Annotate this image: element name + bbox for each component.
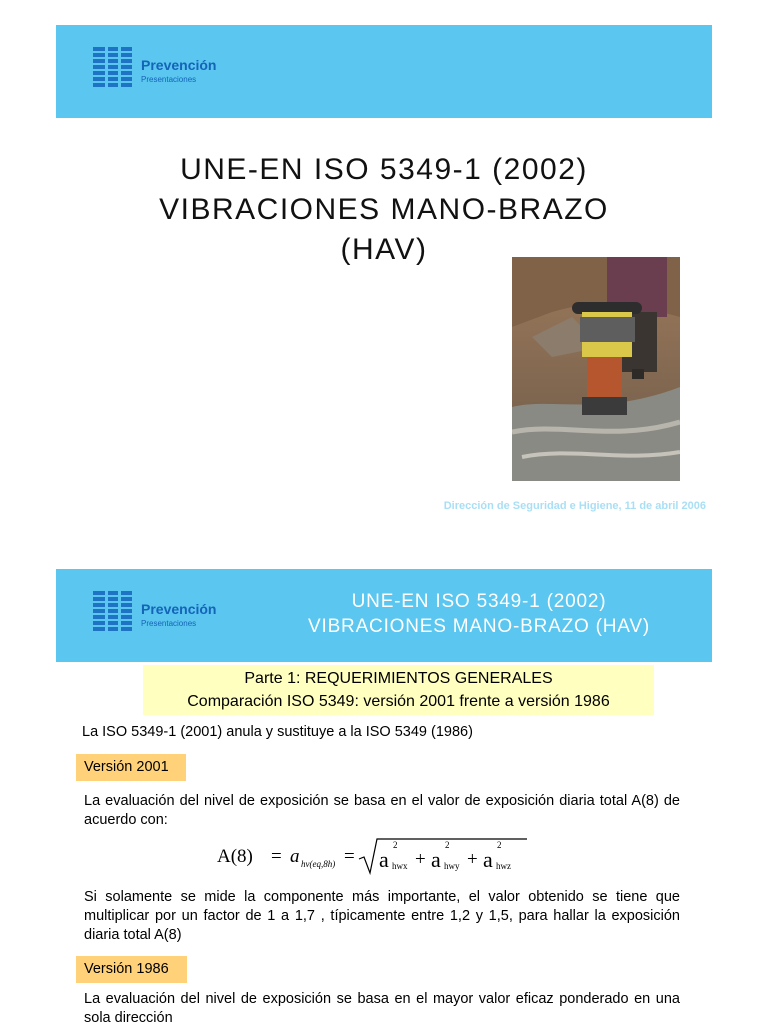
slide1-footer-date: Dirección de Seguridad e Higiene, 11 de abril 2006 bbox=[443, 500, 706, 512]
formula-a-symbol: a bbox=[290, 846, 300, 867]
slide2-title-line: VIBRACIONES MANO-BRAZO (HAV) bbox=[308, 616, 650, 637]
logo-stripes-icon bbox=[93, 47, 132, 87]
a8-formula-svg bbox=[215, 835, 535, 877]
formula-a-symbol: a bbox=[431, 847, 441, 872]
formula-exponent: 2 bbox=[393, 840, 398, 850]
logo-name: Prevención bbox=[141, 601, 217, 617]
compactor-photo bbox=[512, 257, 680, 481]
formula-plus: + bbox=[415, 849, 426, 870]
formula-equals: = bbox=[344, 846, 355, 867]
slide1-title-line: UNE-EN ISO 5349-1 (2002) bbox=[180, 153, 588, 186]
slide1-title-line: VIBRACIONES MANO-BRAZO bbox=[159, 193, 609, 226]
formula-plus: + bbox=[467, 849, 478, 870]
formula-term: hwx bbox=[392, 861, 408, 871]
formula-term: hwy bbox=[444, 861, 460, 871]
part-heading-box bbox=[143, 665, 654, 715]
slide1-title bbox=[56, 150, 712, 270]
part-heading-line: Comparación ISO 5349: versión 2001 frente a versión 1986 bbox=[187, 693, 610, 710]
slide1-header-banner bbox=[56, 25, 712, 118]
logo-stripes-icon bbox=[93, 591, 132, 631]
formula-exponent: 2 bbox=[497, 840, 502, 850]
a8-formula bbox=[215, 835, 535, 877]
formula-term: hwz bbox=[496, 861, 511, 871]
intro-text: La ISO 5349-1 (2001) anula y sustituye a la ISO 5349 (1986) bbox=[82, 724, 473, 740]
part-heading-line: Parte 1: REQUERIMIENTOS GENERALES bbox=[244, 670, 553, 687]
compactor-photo-illustration bbox=[512, 257, 680, 481]
logo-name: Prevención bbox=[141, 57, 217, 73]
logo-subtitle: Presentaciones bbox=[141, 619, 197, 628]
slide2-title-line: UNE-EN ISO 5349-1 (2002) bbox=[351, 591, 607, 612]
slide1-title-line: (HAV) bbox=[340, 233, 428, 266]
formula-equals: = bbox=[271, 846, 282, 867]
formula-lhs: A(8) bbox=[217, 846, 253, 867]
slide2-title bbox=[250, 589, 708, 639]
formula-a-symbol: a bbox=[483, 847, 493, 872]
prevencion-logo bbox=[93, 591, 253, 633]
paragraph-2001: La evaluación del nivel de exposición se basa en el valor de exposición diaria total A(8) de acuerdo con: bbox=[84, 793, 680, 828]
paragraph-factor: Si solamente se mide la componente más importante, el valor obtenido se tiene que multiplicar por un factor de 1 a 1,7 , típicamente entre 1,2 y 1,5, para hallar la exposición diaria total A(8) bbox=[84, 889, 680, 943]
formula-exponent: 2 bbox=[445, 840, 450, 850]
formula-a-symbol: a bbox=[379, 847, 389, 872]
version-1986-label: Versión 1986 bbox=[76, 956, 187, 983]
paragraph-1986: La evaluación del nivel de exposición se basa en el mayor valor eficaz ponderado en una sola dirección bbox=[84, 991, 680, 1026]
formula-a-subscript: hv(eq,8h) bbox=[301, 859, 336, 869]
logo-subtitle: Presentaciones bbox=[141, 75, 197, 84]
prevencion-logo bbox=[93, 47, 253, 89]
version-2001-label: Versión 2001 bbox=[76, 754, 186, 781]
